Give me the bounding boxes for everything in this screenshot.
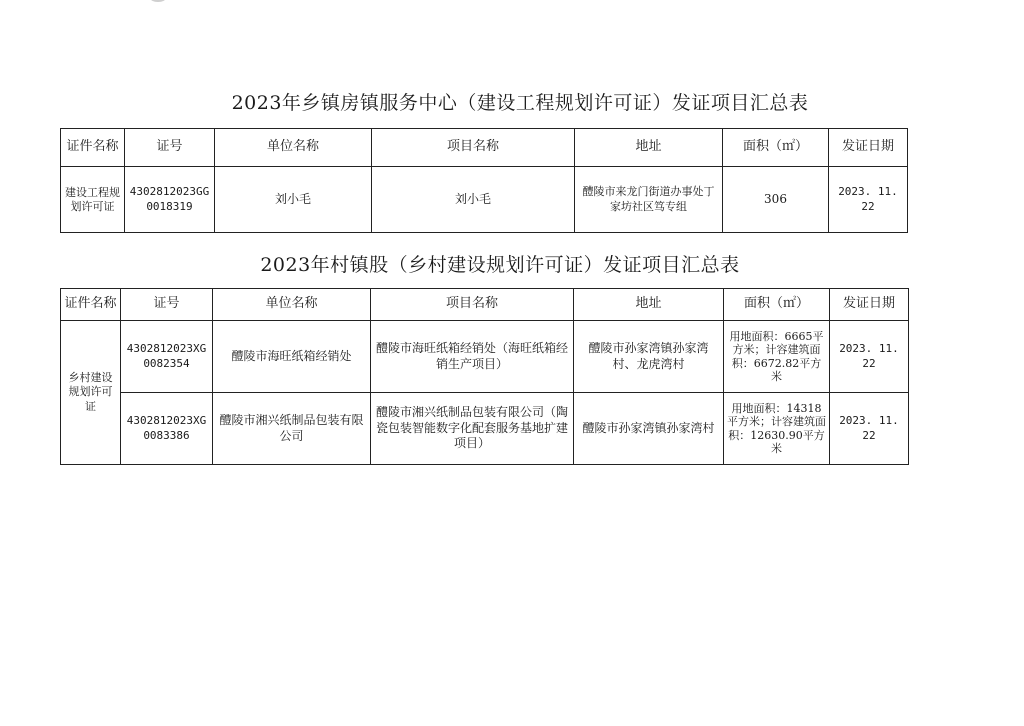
cell-project-name: 醴陵市海旺纸箱经销处（海旺纸箱经销生产项目）: [371, 321, 574, 393]
table-row: [61, 393, 909, 465]
cell-cert-type: 建设工程规划许可证: [61, 167, 125, 233]
cell-unit-name: 刘小毛: [215, 167, 372, 233]
cell-area: 用地面积：6665平方米；计容建筑面积：6672.82平方米: [724, 321, 830, 393]
header-issue-date: 发证日期: [830, 289, 909, 321]
table2-title: 2023年村镇股（乡村建设规划许可证）发证项目汇总表: [260, 254, 740, 276]
cell-cert-type: 乡村建设规划许可证: [61, 321, 121, 465]
permit-table-construction: [60, 128, 908, 233]
header-address: 地址: [575, 129, 723, 167]
header-cert-type: 证件名称: [61, 289, 121, 321]
cell-cert-number: 4302812023XG0083386: [121, 393, 213, 465]
cell-issue-date: 2023. 11. 22: [830, 393, 909, 465]
cell-address: 醴陵市孙家湾镇孙家湾村: [574, 393, 724, 465]
header-project-name: 项目名称: [371, 289, 574, 321]
cell-cert-number: 4302812023XG0082354: [121, 321, 213, 393]
cell-address: 醴陵市孙家湾镇孙家湾村、龙虎湾村: [574, 321, 724, 393]
header-cert-type: 证件名称: [61, 129, 125, 167]
table-row: [61, 167, 908, 233]
cell-area: 306: [723, 167, 829, 233]
header-cert-number: 证号: [121, 289, 213, 321]
table-header-row: [61, 129, 908, 167]
header-unit-name: 单位名称: [213, 289, 371, 321]
cell-cert-number: 4302812023GG0018319: [125, 167, 215, 233]
header-area: 面积（㎡）: [723, 129, 829, 167]
header-area: 面积（㎡）: [724, 289, 830, 321]
cell-issue-date: 2023. 11. 22: [829, 167, 908, 233]
cell-issue-date: 2023. 11. 22: [830, 321, 909, 393]
permit-table-rural: [60, 288, 909, 465]
cell-unit-name: 醴陵市海旺纸箱经销处: [213, 321, 371, 393]
header-cert-number: 证号: [125, 129, 215, 167]
table-header-row: [61, 289, 909, 321]
header-address: 地址: [574, 289, 724, 321]
cell-project-name: 刘小毛: [372, 167, 575, 233]
scan-smudge: [150, 0, 166, 2]
table-row: [61, 321, 909, 393]
table1-title: 2023年乡镇房镇服务中心（建设工程规划许可证）发证项目汇总表: [231, 92, 809, 114]
cell-area: 用地面积：14318平方米；计容建筑面积：12630.90平方米: [724, 393, 830, 465]
cell-project-name: 醴陵市湘兴纸制品包装有限公司（陶瓷包装智能数字化配套服务基地扩建项目）: [371, 393, 574, 465]
header-issue-date: 发证日期: [829, 129, 908, 167]
cell-address: 醴陵市来龙门街道办事处丁家坊社区笃专组: [575, 167, 723, 233]
header-project-name: 项目名称: [372, 129, 575, 167]
cell-unit-name: 醴陵市湘兴纸制品包装有限公司: [213, 393, 371, 465]
header-unit-name: 单位名称: [215, 129, 372, 167]
